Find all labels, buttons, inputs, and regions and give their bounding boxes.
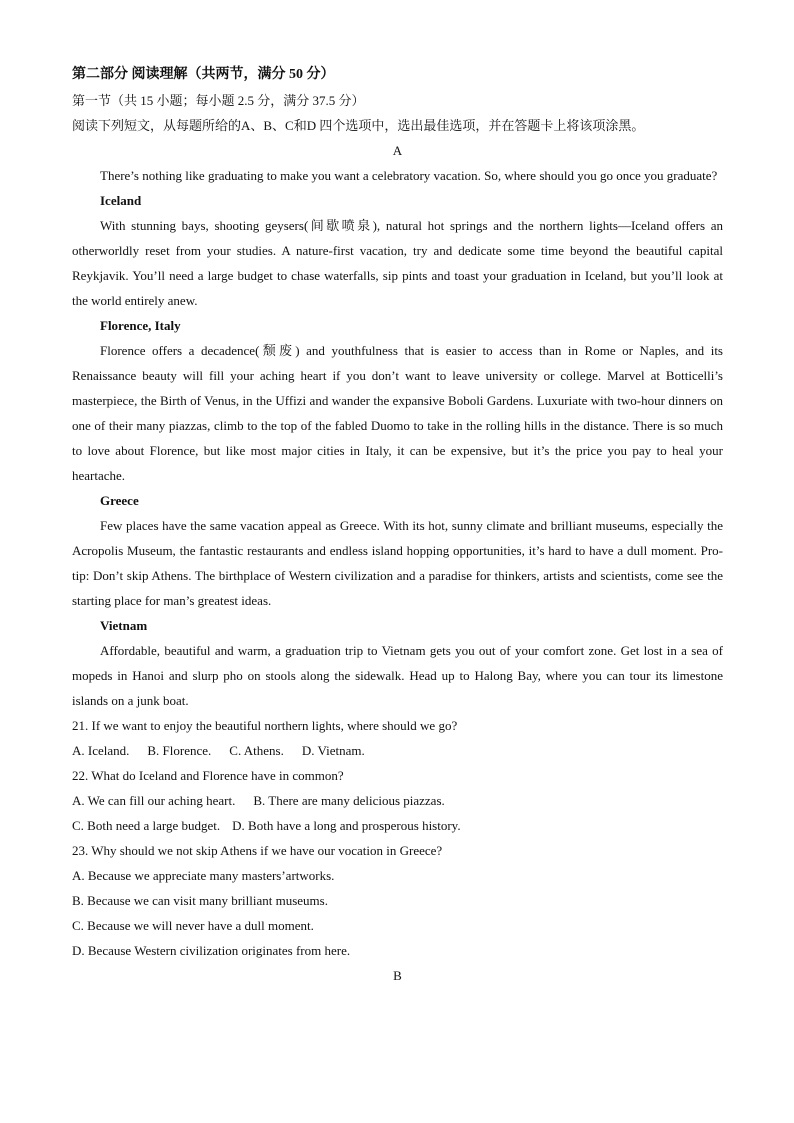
section-body-greece: Few places have the same vacation appeal as Greece. With its hot, sunny climate and brilliant museums, especially the Acropolis Museum, the fantastic restaurants and endless island hopping opportunities, it’s hard to have a dull moment. Pro-tip: Don’t skip Athens. The birthplace of Western civilization and a paradise for thinkers, artists and scientists, come see the starting place for man’s greatest ideas. (72, 518, 723, 608)
question-options (72, 738, 723, 763)
section-title-iceland: Iceland (100, 193, 142, 208)
option: A. Because we appreciate many masters’artworks. (72, 868, 335, 883)
option: C. Because we will never have a dull moment. (72, 918, 314, 933)
section-body-iceland: With stunning bays, shooting geysers(间歇喷泉), natural hot springs and the northern lights—Iceland offers an otherworldly reset from your studies. A nature-first vacation, try and dedicate some time beyond the beautiful capital Reykjavik. You’ll need a large budget to chase waterfalls, sip pints and toast your graduation in Iceland, but you’ll look at the world entirely anew. (72, 218, 723, 308)
section-title-florence: Florence, Italy (100, 318, 181, 333)
question-stem: 23. Why should we not skip Athens if we have our vocation in Greece? (72, 843, 443, 858)
exam-page (72, 62, 723, 988)
section-body-florence: Florence offers a decadence(颓废) and youthfulness that is easier to access than in Rome or Naples, and its Renaissance beauty will fill your aching heart if you don’t want to leave university or college. Marvel at Botticelli’s masterpiece, the Birth of Venus, in the Uffizi and wander the expansive Boboli Gardens. Luxuriate with two-hour dinners on one of their many piazzas, climb to the top of the fabled Duomo to take in the rolling hills in the distance. There is so much to love about Florence, but like most major cities in Italy, it can be expensive, but it’s the price you pay to heal your heartache. (72, 343, 723, 483)
option: C. Both need a large budget. (72, 818, 221, 833)
question-options (72, 813, 723, 838)
part-title: 第二部分 阅读理解（共两节，满分 50 分） (72, 67, 335, 82)
passage-a-label: A (392, 143, 403, 158)
section-body-vietnam: Affordable, beautiful and warm, a graduation trip to Vietnam gets you out of your comfort zone. Get lost in a sea of mopeds in Hanoi and slurp pho on stools along the sidewalk. Head up to Halong Bay, where you can tour its limestone islands on a junk boat. (72, 643, 723, 708)
instructions: 阅读下列短文，从每题所给的A、B、C和D 四个选项中，选出最佳选项，并在答题卡上将该项涂黑。 (72, 118, 645, 133)
option: A. We can fill our aching heart. (72, 793, 236, 808)
option: B. Because we can visit many brilliant museums. (72, 893, 328, 908)
section-title-greece: Greece (100, 493, 139, 508)
option: B. There are many delicious piazzas. (253, 793, 445, 808)
passage-intro: There’s nothing like graduating to make you want a celebratory vacation. So, where should you go once you graduate? (100, 168, 718, 183)
option: A. Iceland. (72, 743, 130, 758)
option: D. Because Western civilization originates from here. (72, 943, 351, 958)
option: D. Both have a long and prosperous history. (232, 818, 461, 833)
option: B. Florence. (147, 743, 212, 758)
option: D. Vietnam. (301, 743, 365, 758)
question-stem: 21. If we want to enjoy the beautiful northern lights, where should we go? (72, 718, 458, 733)
question-options (72, 788, 723, 813)
section-title-vietnam: Vietnam (100, 618, 148, 633)
section-title: 第一节（共 15 小题；每小题 2.5 分，满分 37.5 分） (72, 93, 365, 108)
question-stem: 22. What do Iceland and Florence have in common? (72, 768, 344, 783)
passage-b-label: B (393, 968, 402, 983)
option: C. Athens. (229, 743, 284, 758)
